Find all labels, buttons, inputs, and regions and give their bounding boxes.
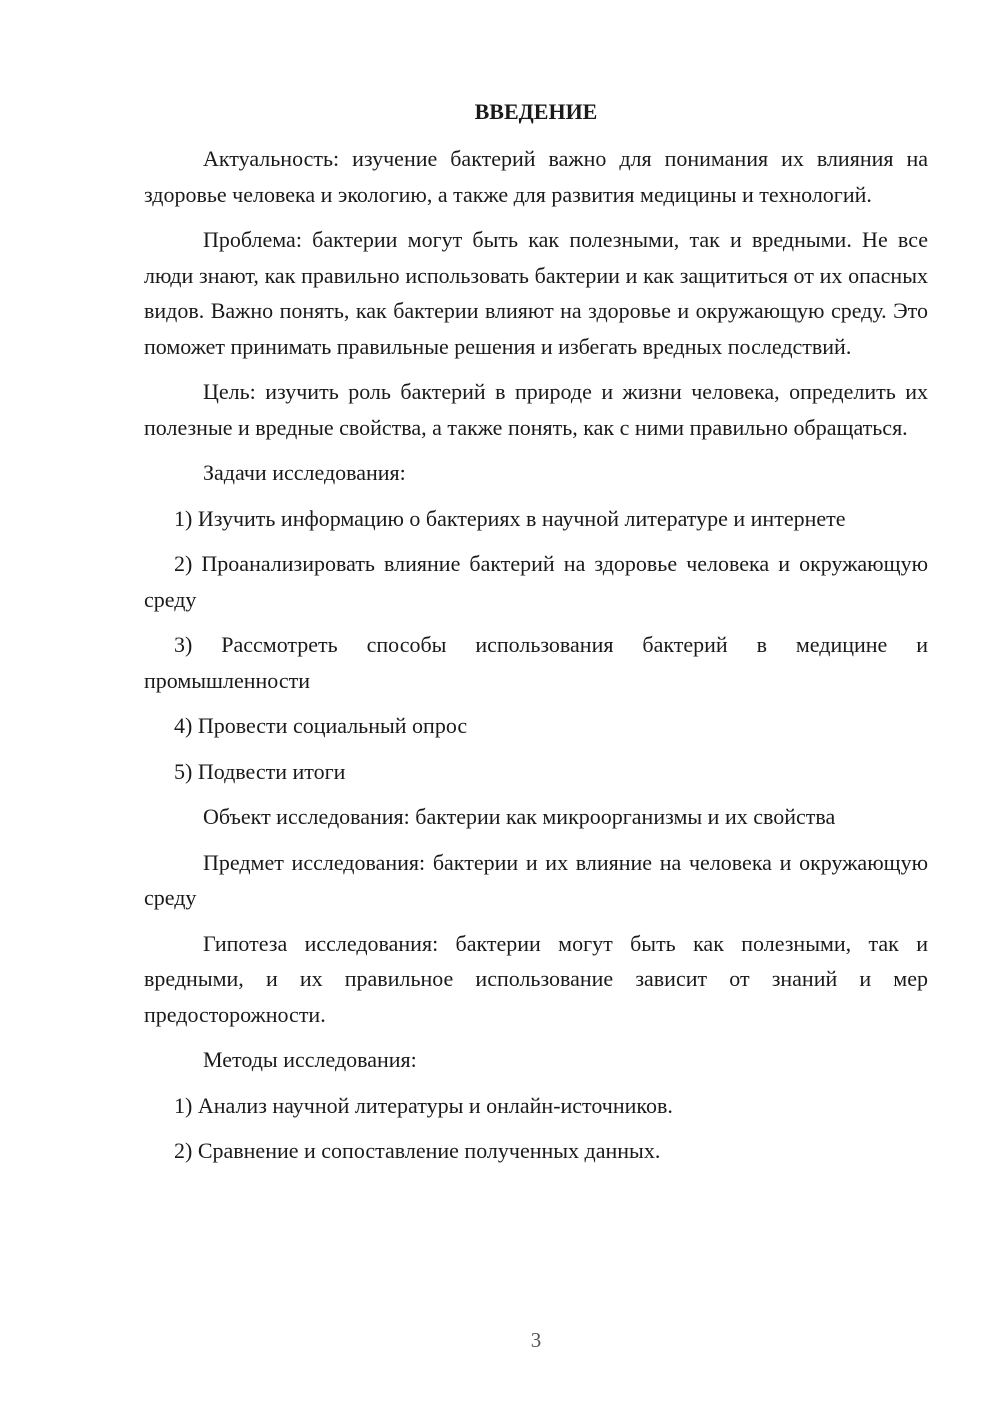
paragraph: Методы исследования: — [203, 1047, 417, 1072]
paragraph: Цель: изучить роль бактерий в природе и жизни человека, определить их полезные и вредные свойства, а также понять, как с ними правильно обращаться. — [144, 379, 928, 440]
list-item: 5) Подвести итоги — [174, 758, 346, 784]
list-item: 2) Проанализировать влияние бактерий на здоровье человека и окружающую среду — [144, 551, 928, 612]
list-item: 1) Изучить информацию о бактериях в научной литературе и интернете — [174, 505, 846, 531]
paragraph: Проблема: бактерии могут быть как полезными, так и вредными. Не все люди знают, как правильно использовать бактерии и как защититься от их опасных видов. Важно понять, как бактерии влияют на здоровье и окружающую среду. Это поможет принимать правильные решения и избегать вредных последствий. — [144, 227, 928, 359]
list-item: 4) Провести социальный опрос — [174, 713, 468, 738]
section-title: ВВЕДЕНИЕ — [474, 99, 598, 124]
page-number: 3 — [530, 1328, 542, 1352]
list-item: 2) Сравнение и сопоставление полученных данных. — [174, 1138, 661, 1163]
paragraph: Гипотеза исследования: бактерии могут быть как полезными, так и вредными, и их правильное использование зависит от знаний и мер предосторожности. — [144, 930, 928, 1027]
document-body — [144, 141, 928, 1169]
paragraph: Задачи исследования: — [203, 460, 406, 485]
list-item: 1) Анализ научной литературы и онлайн-источников. — [174, 1092, 673, 1118]
paragraph: Предмет исследования: бактерии и их влияние на человека и окружающую среду — [144, 849, 928, 910]
document-page — [144, 94, 928, 1179]
list-item: 3) Рассмотреть способы использования бактерий в медицине и промышленности — [144, 632, 928, 693]
paragraph: Актуальность: изучение бактерий важно для понимания их влияния на здоровье человека и экологию, а также для развития медицины и технологий. — [144, 146, 928, 207]
paragraph: Объект исследования: бактерии как микроорганизмы и их свойства — [203, 804, 836, 829]
